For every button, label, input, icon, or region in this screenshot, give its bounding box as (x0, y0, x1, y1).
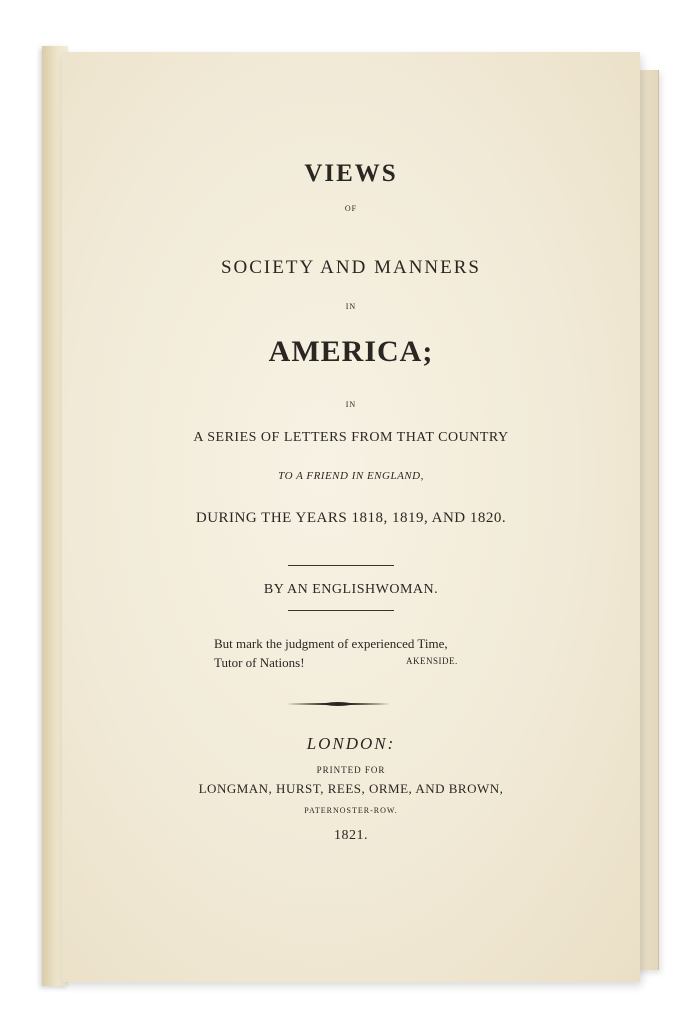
subtitle-friend: TO A FRIEND IN ENGLAND, (278, 470, 424, 482)
ornamental-rule (286, 701, 390, 707)
title-views: VIEWS (304, 160, 398, 187)
imprint-printed-for: PRINTED FOR (316, 765, 386, 775)
title-society-and-manners: SOCIETY AND MANNERS (220, 257, 482, 278)
imprint-address: PATERNOSTER-ROW. (304, 806, 398, 815)
imprint-year: 1821. (334, 828, 368, 843)
author-line: BY AN ENGLISHWOMAN. (263, 582, 439, 597)
title-of: OF (344, 204, 358, 213)
title-in-2: IN (345, 400, 357, 409)
subtitle-series: A SERIES OF LETTERS FROM THAT COUNTRY (193, 430, 509, 445)
imprint-publishers: LONGMAN, HURST, REES, ORME, AND BROWN, (198, 781, 504, 796)
imprint-city: LONDON: (306, 734, 396, 753)
epigraph-attribution: AKENSIDE. (406, 656, 458, 666)
rule-top (288, 565, 394, 566)
subtitle-years: DURING THE YEARS 1818, 1819, AND 1820. (195, 510, 507, 526)
epigraph-line-1: But mark the judgment of experienced Time, (214, 636, 448, 651)
title-page (62, 52, 640, 982)
rule-bottom (288, 610, 394, 611)
title-in-1: IN (345, 302, 357, 311)
title-america: AMERICA; (268, 335, 434, 368)
epigraph-line-2: Tutor of Nations! (214, 655, 305, 670)
